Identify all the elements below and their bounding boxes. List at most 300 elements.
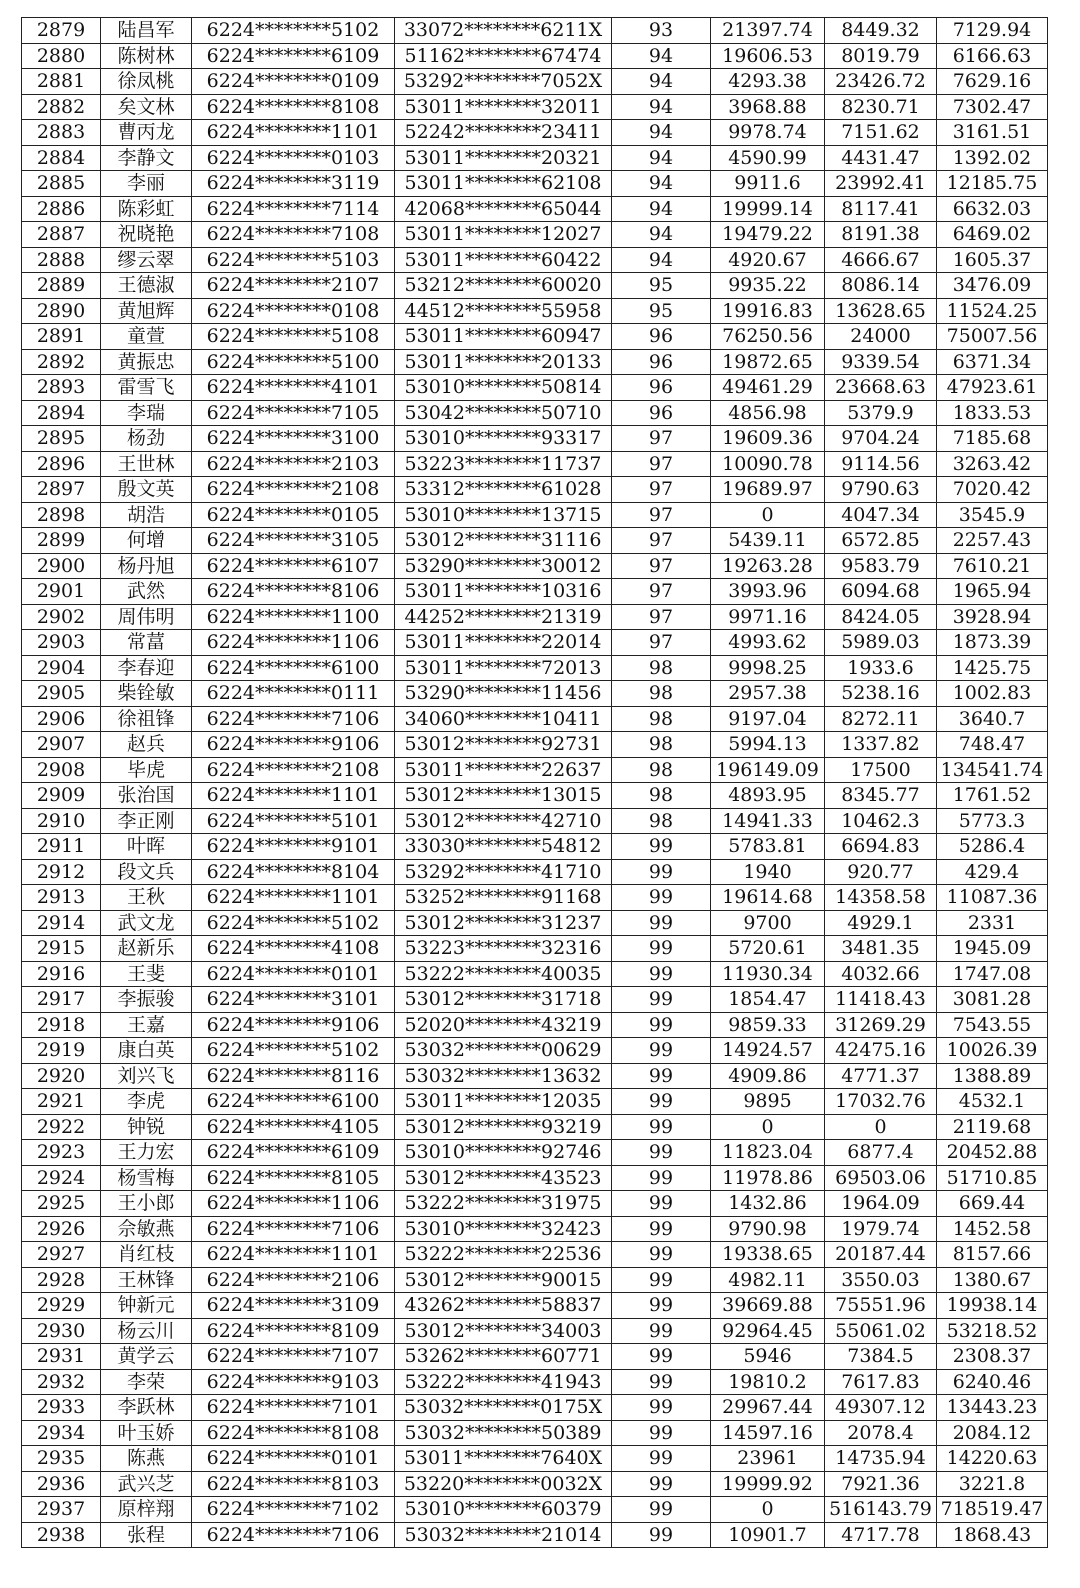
cell-amount-1: 4920.67 (711, 247, 825, 273)
cell-amount-3: 7610.21 (937, 553, 1048, 579)
table-row (22, 426, 1048, 452)
cell-id-no: 53290********30012 (395, 553, 612, 579)
cell-name: 叶晖 (101, 834, 192, 860)
table-row (22, 1293, 1048, 1319)
cell-amount-1: 0 (711, 1114, 825, 1140)
cell-name: 肖红枝 (101, 1242, 192, 1268)
cell-seq: 2893 (22, 375, 101, 401)
table-row (22, 910, 1048, 936)
cell-amount-3: 1747.08 (937, 961, 1048, 987)
cell-amount-2: 3550.03 (825, 1267, 937, 1293)
cell-id-no: 53032********0175X (395, 1395, 612, 1421)
cell-seq: 2900 (22, 553, 101, 579)
cell-id-no: 33072********6211X (395, 18, 612, 44)
cell-name: 王世林 (101, 451, 192, 477)
cell-score: 97 (612, 630, 711, 656)
cell-name: 殷文英 (101, 477, 192, 503)
cell-score: 97 (612, 604, 711, 630)
cell-amount-1: 4856.98 (711, 400, 825, 426)
cell-amount-3: 748.47 (937, 732, 1048, 758)
table-row (22, 579, 1048, 605)
table-row (22, 732, 1048, 758)
cell-id-no: 53011********72013 (395, 655, 612, 681)
table-row (22, 375, 1048, 401)
cell-seq: 2891 (22, 324, 101, 350)
cell-id-no: 53010********93317 (395, 426, 612, 452)
table-row (22, 834, 1048, 860)
cell-amount-3: 2331 (937, 910, 1048, 936)
cell-id-no: 53222********41943 (395, 1369, 612, 1395)
cell-name: 钟新元 (101, 1293, 192, 1319)
table-row (22, 1318, 1048, 1344)
cell-amount-2: 4032.66 (825, 961, 937, 987)
cell-amount-1: 196149.09 (711, 757, 825, 783)
cell-amount-2: 8424.05 (825, 604, 937, 630)
cell-seq: 2934 (22, 1420, 101, 1446)
cell-name: 缪云翠 (101, 247, 192, 273)
cell-name: 毕虎 (101, 757, 192, 783)
cell-score: 99 (612, 1063, 711, 1089)
cell-score: 99 (612, 1522, 711, 1548)
cell-amount-1: 76250.56 (711, 324, 825, 350)
cell-amount-2: 23992.41 (825, 171, 937, 197)
cell-name: 武文龙 (101, 910, 192, 936)
cell-card-no: 6224********8108 (192, 1420, 395, 1446)
cell-amount-1: 19609.36 (711, 426, 825, 452)
cell-amount-2: 75551.96 (825, 1293, 937, 1319)
cell-amount-1: 19872.65 (711, 349, 825, 375)
cell-amount-3: 1425.75 (937, 655, 1048, 681)
cell-seq: 2899 (22, 528, 101, 554)
cell-id-no: 53032********21014 (395, 1522, 612, 1548)
cell-amount-2: 920.77 (825, 859, 937, 885)
cell-score: 99 (612, 1165, 711, 1191)
cell-amount-2: 6094.68 (825, 579, 937, 605)
cell-card-no: 6224********2106 (192, 1267, 395, 1293)
cell-name: 童萱 (101, 324, 192, 350)
cell-amount-3: 47923.61 (937, 375, 1048, 401)
cell-amount-3: 7629.16 (937, 69, 1048, 95)
cell-amount-2: 49307.12 (825, 1395, 937, 1421)
cell-seq: 2882 (22, 94, 101, 120)
cell-score: 93 (612, 18, 711, 44)
cell-id-no: 53010********60379 (395, 1497, 612, 1523)
table-row (22, 961, 1048, 987)
table-row (22, 120, 1048, 146)
cell-amount-1: 1854.47 (711, 987, 825, 1013)
cell-card-no: 6224********2107 (192, 273, 395, 299)
cell-amount-2: 7151.62 (825, 120, 937, 146)
cell-amount-1: 9790.98 (711, 1216, 825, 1242)
table-body (22, 18, 1048, 1548)
cell-name: 王秋 (101, 885, 192, 911)
cell-amount-3: 75007.56 (937, 324, 1048, 350)
cell-name: 武兴芝 (101, 1471, 192, 1497)
cell-name: 李静文 (101, 145, 192, 171)
cell-amount-3: 1605.37 (937, 247, 1048, 273)
cell-amount-2: 8117.41 (825, 196, 937, 222)
cell-id-no: 53223********11737 (395, 451, 612, 477)
cell-amount-1: 11978.86 (711, 1165, 825, 1191)
cell-id-no: 53010********92746 (395, 1140, 612, 1166)
cell-amount-2: 4929.1 (825, 910, 937, 936)
cell-amount-1: 2957.38 (711, 681, 825, 707)
cell-card-no: 6224********0101 (192, 961, 395, 987)
cell-seq: 2897 (22, 477, 101, 503)
cell-amount-2: 1933.6 (825, 655, 937, 681)
cell-seq: 2894 (22, 400, 101, 426)
cell-name: 李荣 (101, 1369, 192, 1395)
cell-amount-3: 6166.63 (937, 43, 1048, 69)
cell-amount-3: 1380.67 (937, 1267, 1048, 1293)
cell-id-no: 53012********42710 (395, 808, 612, 834)
cell-amount-1: 19606.53 (711, 43, 825, 69)
cell-amount-3: 7020.42 (937, 477, 1048, 503)
cell-amount-3: 134541.74 (937, 757, 1048, 783)
table-row (22, 757, 1048, 783)
table-row (22, 18, 1048, 44)
cell-amount-3: 1392.02 (937, 145, 1048, 171)
cell-name: 武然 (101, 579, 192, 605)
cell-amount-3: 3928.94 (937, 604, 1048, 630)
cell-score: 99 (612, 1038, 711, 1064)
cell-amount-1: 21397.74 (711, 18, 825, 44)
cell-amount-3: 669.44 (937, 1191, 1048, 1217)
cell-seq: 2916 (22, 961, 101, 987)
cell-card-no: 6224********8116 (192, 1063, 395, 1089)
cell-id-no: 53011********10316 (395, 579, 612, 605)
cell-score: 99 (612, 1267, 711, 1293)
cell-seq: 2895 (22, 426, 101, 452)
cell-id-no: 33030********54812 (395, 834, 612, 860)
cell-amount-3: 1002.83 (937, 681, 1048, 707)
cell-card-no: 6224********5100 (192, 349, 395, 375)
cell-seq: 2936 (22, 1471, 101, 1497)
cell-seq: 2880 (22, 43, 101, 69)
cell-amount-2: 8230.71 (825, 94, 937, 120)
cell-amount-1: 0 (711, 502, 825, 528)
cell-amount-3: 6371.34 (937, 349, 1048, 375)
cell-amount-1: 19999.14 (711, 196, 825, 222)
cell-amount-3: 3263.42 (937, 451, 1048, 477)
cell-card-no: 6224********1101 (192, 885, 395, 911)
cell-seq: 2915 (22, 936, 101, 962)
cell-name: 杨丹旭 (101, 553, 192, 579)
cell-name: 王林锋 (101, 1267, 192, 1293)
table-row (22, 1497, 1048, 1523)
cell-amount-2: 5989.03 (825, 630, 937, 656)
cell-seq: 2912 (22, 859, 101, 885)
cell-card-no: 6224********8103 (192, 1471, 395, 1497)
cell-amount-1: 3993.96 (711, 579, 825, 605)
table-row (22, 936, 1048, 962)
cell-amount-2: 4666.67 (825, 247, 937, 273)
cell-name: 常葍 (101, 630, 192, 656)
cell-amount-3: 5773.3 (937, 808, 1048, 834)
cell-amount-1: 4993.62 (711, 630, 825, 656)
table-row (22, 1446, 1048, 1472)
cell-amount-1: 14924.57 (711, 1038, 825, 1064)
cell-name: 矣文林 (101, 94, 192, 120)
cell-score: 98 (612, 681, 711, 707)
cell-card-no: 6224********7106 (192, 706, 395, 732)
cell-card-no: 6224********9106 (192, 732, 395, 758)
cell-amount-1: 92964.45 (711, 1318, 825, 1344)
cell-score: 99 (612, 961, 711, 987)
cell-amount-1: 9971.16 (711, 604, 825, 630)
cell-amount-2: 3481.35 (825, 936, 937, 962)
cell-name: 周伟明 (101, 604, 192, 630)
cell-name: 王小郎 (101, 1191, 192, 1217)
cell-amount-2: 20187.44 (825, 1242, 937, 1268)
cell-seq: 2892 (22, 349, 101, 375)
cell-score: 99 (612, 1140, 711, 1166)
cell-amount-1: 5783.81 (711, 834, 825, 860)
cell-amount-3: 3161.51 (937, 120, 1048, 146)
cell-id-no: 53011********12027 (395, 222, 612, 248)
table-row (22, 1089, 1048, 1115)
cell-score: 99 (612, 1471, 711, 1497)
cell-card-no: 6224********3101 (192, 987, 395, 1013)
cell-amount-1: 5439.11 (711, 528, 825, 554)
cell-seq: 2930 (22, 1318, 101, 1344)
cell-name: 陈树林 (101, 43, 192, 69)
cell-card-no: 6224********5108 (192, 324, 395, 350)
cell-amount-2: 14735.94 (825, 1446, 937, 1472)
cell-amount-1: 11823.04 (711, 1140, 825, 1166)
cell-amount-2: 1964.09 (825, 1191, 937, 1217)
cell-seq: 2906 (22, 706, 101, 732)
cell-id-no: 53010********32423 (395, 1216, 612, 1242)
table-row (22, 1165, 1048, 1191)
cell-amount-2: 11418.43 (825, 987, 937, 1013)
cell-score: 99 (612, 1293, 711, 1319)
cell-id-no: 53012********90015 (395, 1267, 612, 1293)
cell-id-no: 53011********20133 (395, 349, 612, 375)
cell-score: 99 (612, 1242, 711, 1268)
cell-seq: 2925 (22, 1191, 101, 1217)
cell-name: 陈燕 (101, 1446, 192, 1472)
cell-amount-1: 9998.25 (711, 655, 825, 681)
cell-name: 李正刚 (101, 808, 192, 834)
cell-score: 98 (612, 757, 711, 783)
cell-amount-1: 9197.04 (711, 706, 825, 732)
cell-amount-1: 39669.88 (711, 1293, 825, 1319)
cell-name: 杨云川 (101, 1318, 192, 1344)
cell-score: 99 (612, 1089, 711, 1115)
cell-amount-1: 4982.11 (711, 1267, 825, 1293)
cell-amount-1: 5946 (711, 1344, 825, 1370)
cell-card-no: 6224********1101 (192, 120, 395, 146)
cell-amount-3: 3081.28 (937, 987, 1048, 1013)
cell-seq: 2879 (22, 18, 101, 44)
cell-card-no: 6224********6109 (192, 43, 395, 69)
cell-amount-2: 1337.82 (825, 732, 937, 758)
cell-card-no: 6224********7106 (192, 1522, 395, 1548)
cell-card-no: 6224********1106 (192, 1191, 395, 1217)
cell-amount-3: 6469.02 (937, 222, 1048, 248)
cell-score: 98 (612, 706, 711, 732)
table-row (22, 1140, 1048, 1166)
cell-card-no: 6224********0108 (192, 298, 395, 324)
cell-card-no: 6224********5102 (192, 1038, 395, 1064)
cell-card-no: 6224********0105 (192, 502, 395, 528)
cell-id-no: 53222********31975 (395, 1191, 612, 1217)
table-row (22, 808, 1048, 834)
cell-id-no: 53312********61028 (395, 477, 612, 503)
table-row (22, 706, 1048, 732)
cell-amount-2: 8019.79 (825, 43, 937, 69)
cell-amount-1: 19338.65 (711, 1242, 825, 1268)
cell-seq: 2907 (22, 732, 101, 758)
cell-name: 曹丙龙 (101, 120, 192, 146)
cell-card-no: 6224********1106 (192, 630, 395, 656)
cell-id-no: 53252********91168 (395, 885, 612, 911)
cell-card-no: 6224********2108 (192, 757, 395, 783)
cell-amount-2: 0 (825, 1114, 937, 1140)
cell-amount-1: 49461.29 (711, 375, 825, 401)
cell-score: 96 (612, 375, 711, 401)
cell-amount-2: 8272.11 (825, 706, 937, 732)
cell-amount-3: 1868.43 (937, 1522, 1048, 1548)
cell-score: 98 (612, 808, 711, 834)
cell-amount-1: 19916.83 (711, 298, 825, 324)
cell-seq: 2938 (22, 1522, 101, 1548)
cell-id-no: 53011********22637 (395, 757, 612, 783)
cell-seq: 2928 (22, 1267, 101, 1293)
table-row (22, 502, 1048, 528)
cell-amount-2: 9339.54 (825, 349, 937, 375)
cell-card-no: 6224********3119 (192, 171, 395, 197)
cell-id-no: 53222********22536 (395, 1242, 612, 1268)
cell-card-no: 6224********7105 (192, 400, 395, 426)
cell-id-no: 53032********50389 (395, 1420, 612, 1446)
cell-score: 95 (612, 298, 711, 324)
table-row (22, 604, 1048, 630)
cell-score: 99 (612, 1369, 711, 1395)
cell-amount-2: 516143.79 (825, 1497, 937, 1523)
cell-id-no: 53012********34003 (395, 1318, 612, 1344)
cell-score: 96 (612, 349, 711, 375)
cell-card-no: 6224********5102 (192, 910, 395, 936)
cell-name: 黄振忠 (101, 349, 192, 375)
cell-card-no: 6224********4105 (192, 1114, 395, 1140)
cell-seq: 2905 (22, 681, 101, 707)
table-row (22, 528, 1048, 554)
cell-name: 原梓翔 (101, 1497, 192, 1523)
cell-score: 98 (612, 655, 711, 681)
cell-id-no: 51162********67474 (395, 43, 612, 69)
cell-name: 徐凤桃 (101, 69, 192, 95)
cell-score: 97 (612, 502, 711, 528)
cell-id-no: 53012********93219 (395, 1114, 612, 1140)
cell-seq: 2904 (22, 655, 101, 681)
cell-name: 黄学云 (101, 1344, 192, 1370)
cell-amount-2: 9583.79 (825, 553, 937, 579)
cell-seq: 2883 (22, 120, 101, 146)
cell-card-no: 6224********2103 (192, 451, 395, 477)
cell-card-no: 6224********8108 (192, 94, 395, 120)
cell-score: 99 (612, 1114, 711, 1140)
table-row (22, 1267, 1048, 1293)
cell-card-no: 6224********0109 (192, 69, 395, 95)
cell-name: 佘敏燕 (101, 1216, 192, 1242)
cell-name: 李跃林 (101, 1395, 192, 1421)
cell-amount-3: 11524.25 (937, 298, 1048, 324)
cell-score: 94 (612, 196, 711, 222)
cell-amount-2: 14358.58 (825, 885, 937, 911)
cell-amount-1: 1940 (711, 859, 825, 885)
cell-amount-2: 2078.4 (825, 1420, 937, 1446)
cell-amount-3: 2084.12 (937, 1420, 1048, 1446)
cell-amount-3: 1965.94 (937, 579, 1048, 605)
cell-amount-2: 13628.65 (825, 298, 937, 324)
cell-name: 段文兵 (101, 859, 192, 885)
cell-id-no: 42068********65044 (395, 196, 612, 222)
table-row (22, 1369, 1048, 1395)
cell-id-no: 44512********55958 (395, 298, 612, 324)
cell-seq: 2884 (22, 145, 101, 171)
cell-seq: 2909 (22, 783, 101, 809)
cell-id-no: 53012********31237 (395, 910, 612, 936)
cell-card-no: 6224********7102 (192, 1497, 395, 1523)
table-row (22, 553, 1048, 579)
cell-id-no: 53011********60947 (395, 324, 612, 350)
cell-amount-3: 3221.8 (937, 1471, 1048, 1497)
cell-amount-1: 9911.6 (711, 171, 825, 197)
cell-amount-2: 42475.16 (825, 1038, 937, 1064)
cell-card-no: 6224********3109 (192, 1293, 395, 1319)
cell-amount-1: 1432.86 (711, 1191, 825, 1217)
cell-id-no: 53290********11456 (395, 681, 612, 707)
cell-seq: 2937 (22, 1497, 101, 1523)
cell-name: 黄旭辉 (101, 298, 192, 324)
cell-score: 95 (612, 273, 711, 299)
cell-amount-1: 29967.44 (711, 1395, 825, 1421)
cell-id-no: 53212********60020 (395, 273, 612, 299)
cell-amount-1: 9978.74 (711, 120, 825, 146)
cell-amount-1: 19479.22 (711, 222, 825, 248)
data-table (21, 17, 1048, 1548)
cell-score: 94 (612, 43, 711, 69)
table-row (22, 1114, 1048, 1140)
table-row (22, 400, 1048, 426)
cell-amount-3: 1388.89 (937, 1063, 1048, 1089)
cell-seq: 2911 (22, 834, 101, 860)
cell-seq: 2903 (22, 630, 101, 656)
cell-name: 张治国 (101, 783, 192, 809)
cell-seq: 2935 (22, 1446, 101, 1472)
cell-amount-2: 9790.63 (825, 477, 937, 503)
table-row (22, 859, 1048, 885)
cell-amount-2: 4431.47 (825, 145, 937, 171)
cell-amount-3: 6632.03 (937, 196, 1048, 222)
cell-score: 99 (612, 936, 711, 962)
cell-id-no: 53042********50710 (395, 400, 612, 426)
cell-id-no: 43262********58837 (395, 1293, 612, 1319)
cell-score: 94 (612, 145, 711, 171)
cell-card-no: 6224********0111 (192, 681, 395, 707)
cell-seq: 2889 (22, 273, 101, 299)
table-row (22, 1395, 1048, 1421)
cell-seq: 2923 (22, 1140, 101, 1166)
cell-score: 99 (612, 859, 711, 885)
cell-amount-3: 1833.53 (937, 400, 1048, 426)
cell-amount-2: 8191.38 (825, 222, 937, 248)
table-row (22, 145, 1048, 171)
cell-card-no: 6224********9103 (192, 1369, 395, 1395)
cell-id-no: 53223********32316 (395, 936, 612, 962)
